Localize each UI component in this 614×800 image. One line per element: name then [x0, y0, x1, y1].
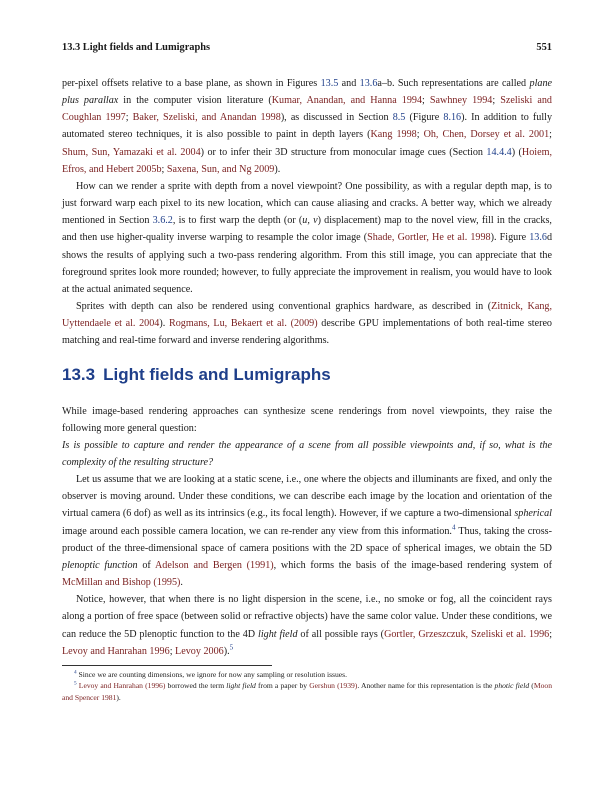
text: Sprites with depth can also be rendered using conventional graphics hardware, as described in ( — [76, 301, 492, 313]
ref-figure-8-16[interactable]: 8.16 — [443, 112, 462, 124]
footnotes — [62, 669, 552, 703]
text: image around each possible camera location, we can re-render any view from this information. — [62, 525, 452, 537]
text: ; — [492, 95, 501, 107]
text: ). In addition to fully automated stereo techniques, it is also possible to paint in depth layers ( — [62, 112, 553, 141]
body-text — [62, 75, 552, 660]
text: ; — [549, 628, 553, 640]
math-uv: u, v — [302, 215, 318, 227]
text: ; — [549, 129, 552, 141]
text: Since we are counting dimensions, we ignore for now any sampling or resolution issues. — [76, 669, 348, 679]
footnote-mark-5[interactable]: 5 — [229, 643, 234, 652]
text: ). — [159, 318, 169, 330]
paragraph-3 — [62, 298, 552, 349]
text: in the computer vision literature ( — [118, 95, 272, 107]
citation[interactable]: Gortler, Grzeszczuk, Szeliski et al. 1996 — [384, 628, 550, 640]
ref-figure-13-5[interactable]: 13.5 — [320, 78, 339, 89]
text: per-pixel offsets relative to a base plane, as shown in Figures — [62, 78, 321, 89]
ref-section-14-4-4[interactable]: 14.4.4 — [486, 146, 512, 158]
section-title: Light fields and Lumigraphs — [103, 364, 331, 384]
text: ) displacement) map to the novel view, fill in the cracks, and then use higher-quality inverse warping to resample the color image ( — [62, 215, 552, 244]
citation[interactable]: Adelson and Bergen (1991) — [154, 559, 274, 571]
text: of — [137, 559, 155, 571]
text: from a paper by — [255, 681, 310, 691]
ref-figure-13-6[interactable]: 13.6 — [529, 232, 547, 244]
citation[interactable]: Hoiem, Efros, and Hebert 2005b — [62, 146, 553, 175]
citation[interactable]: Shum, Sun, Yamazaki et al. 2004 — [62, 146, 201, 158]
emphasis: spherical — [514, 508, 552, 520]
text: . Another name for this representation is the — [357, 681, 495, 691]
footnote-5 — [62, 680, 552, 703]
emphasis: plenoptic function — [62, 559, 138, 571]
text: While image-based rendering approaches can synthesize scene renderings from novel viewpoints, they raise the following more general question: — [62, 405, 552, 434]
text: ). Figure — [490, 232, 530, 244]
citation[interactable]: Kang 1998 — [370, 129, 417, 141]
text: describe GPU implementations of both real-time stereo matching and real-time forward and inverse rendering algorithms. — [62, 318, 552, 347]
section-heading — [62, 364, 552, 386]
paragraph-5 — [62, 471, 552, 591]
section-number: 13.3 — [62, 364, 96, 384]
citation[interactable]: Levoy and Hanrahan 1996 — [62, 645, 170, 657]
citation[interactable]: Saxena, Sun, and Ng 2009 — [166, 163, 275, 175]
citation[interactable]: Moon and Spencer 1981 — [62, 681, 552, 702]
text: ). — [274, 163, 281, 175]
text: ; — [416, 129, 424, 141]
emphasis: plane plus parallax — [62, 78, 552, 107]
footnote-number: 4 — [74, 669, 77, 676]
running-header — [62, 42, 552, 56]
text: . — [180, 577, 183, 589]
paragraph-4 — [62, 403, 552, 437]
text: and — [338, 78, 360, 89]
text: borrowed the term — [165, 681, 227, 691]
text: ; — [161, 163, 167, 175]
emphasis: photic field — [494, 681, 530, 691]
text: a–b. Such representations are called — [377, 78, 530, 89]
page — [62, 42, 552, 703]
paragraph-6 — [62, 591, 552, 660]
citation[interactable]: Sawhney 1994 — [429, 95, 493, 107]
text: ( — [529, 681, 534, 691]
text: Thus, taking the cross-product of the three-dimensional space of camera positions with the 2D space of spherical images, we obtain the 5D — [62, 525, 552, 554]
citation[interactable]: Rogmans, Lu, Bekaert et al. (2009) — [168, 318, 318, 330]
text: (Figure — [405, 112, 444, 124]
text: ). — [223, 645, 230, 657]
citation[interactable]: Levoy and Hanrahan (1996) — [76, 681, 166, 691]
citation[interactable]: Baker, Szeliski, and Anandan 1998 — [132, 112, 281, 124]
header-section: 13.3 Light fields and Lumigraphs — [62, 42, 211, 53]
ref-section-8-5[interactable]: 8.5 — [392, 112, 406, 124]
citation[interactable]: Gershun (1939) — [309, 681, 358, 691]
footnote-number: 5 — [74, 680, 77, 687]
text: ; — [169, 645, 176, 657]
ref-section-3-6-2[interactable]: 3.6.2 — [152, 215, 173, 227]
text: ). — [116, 692, 121, 702]
text: ), as discussed in Section — [280, 112, 393, 124]
page-number: 551 — [536, 42, 552, 53]
emphasis: light field — [226, 681, 256, 691]
text: How can we render a sprite with depth from a novel viewpoint? One possibility, as with a regular depth map, is to just forward warp each pixel to its new location, which can cause aliasing and cracks. A better way, which we already mentioned in Section — [62, 180, 552, 227]
citation[interactable]: McMillan and Bishop (1995) — [62, 577, 181, 589]
text: , which forms the basis of the image-based rendering system of — [273, 559, 552, 571]
citation[interactable]: Kumar, Anandan, and Hanna 1994 — [271, 95, 423, 107]
text: , is to first warp the depth (or ( — [172, 215, 303, 227]
footnote-mark-4[interactable]: 4 — [451, 523, 456, 532]
footnote-4 — [62, 669, 552, 680]
citation[interactable]: Zitnick, Kang, Uyttendaele et al. 2004 — [62, 301, 552, 330]
ref-figure-13-6[interactable]: 13.6 — [359, 78, 378, 89]
text: Let us assume that we are looking at a static scene, i.e., one where the objects and illuminants are fixed, and only the observer is moving around. Under these conditions, we can describe each image by the location and orientation of the virtual camera (6 dof) as well as its intrinsics (e.g., its focal length). However, if we capture a two-dimensional — [62, 474, 552, 520]
text: ; — [422, 95, 430, 107]
text: ) ( — [511, 146, 522, 158]
quote: Is is possible to capture and render the appearance of a scene from all possible viewpoints and, if so, what is the complexity of the resulting structure? — [62, 439, 552, 468]
citation[interactable]: Levoy 2006 — [175, 645, 224, 657]
footnote-rule — [62, 665, 272, 666]
paragraph-2 — [62, 178, 552, 298]
text: Notice, however, that when there is no light dispersion in the scene, i.e., no smoke or fog, all the coincident rays along a portion of free space (between solid or refractive objects) have the same color value. Under these conditions, we can reduce the 5D plenoptic function to the 4D — [62, 594, 552, 640]
text: ) or to infer their 3D structure from monocular image cues (Section — [200, 146, 487, 158]
emphasis: light field — [258, 628, 298, 640]
citation[interactable]: Shade, Gortler, He et al. 1998 — [367, 232, 491, 244]
citation[interactable]: Szeliski and Coughlan 1997 — [62, 95, 552, 124]
text: ; — [125, 112, 133, 124]
citation[interactable]: Oh, Chen, Dorsey et al. 2001 — [423, 129, 550, 141]
text: of all possible rays ( — [297, 628, 385, 640]
text: d shows the results of applying such a two-pass rendering algorithm. From this still image, you can appreciate that the foreground sprites look more rounded; however, to fully appreciate the improvement in realism, you would have to look at the actual animated sequence. — [62, 232, 552, 295]
paragraph-1 — [62, 75, 552, 178]
